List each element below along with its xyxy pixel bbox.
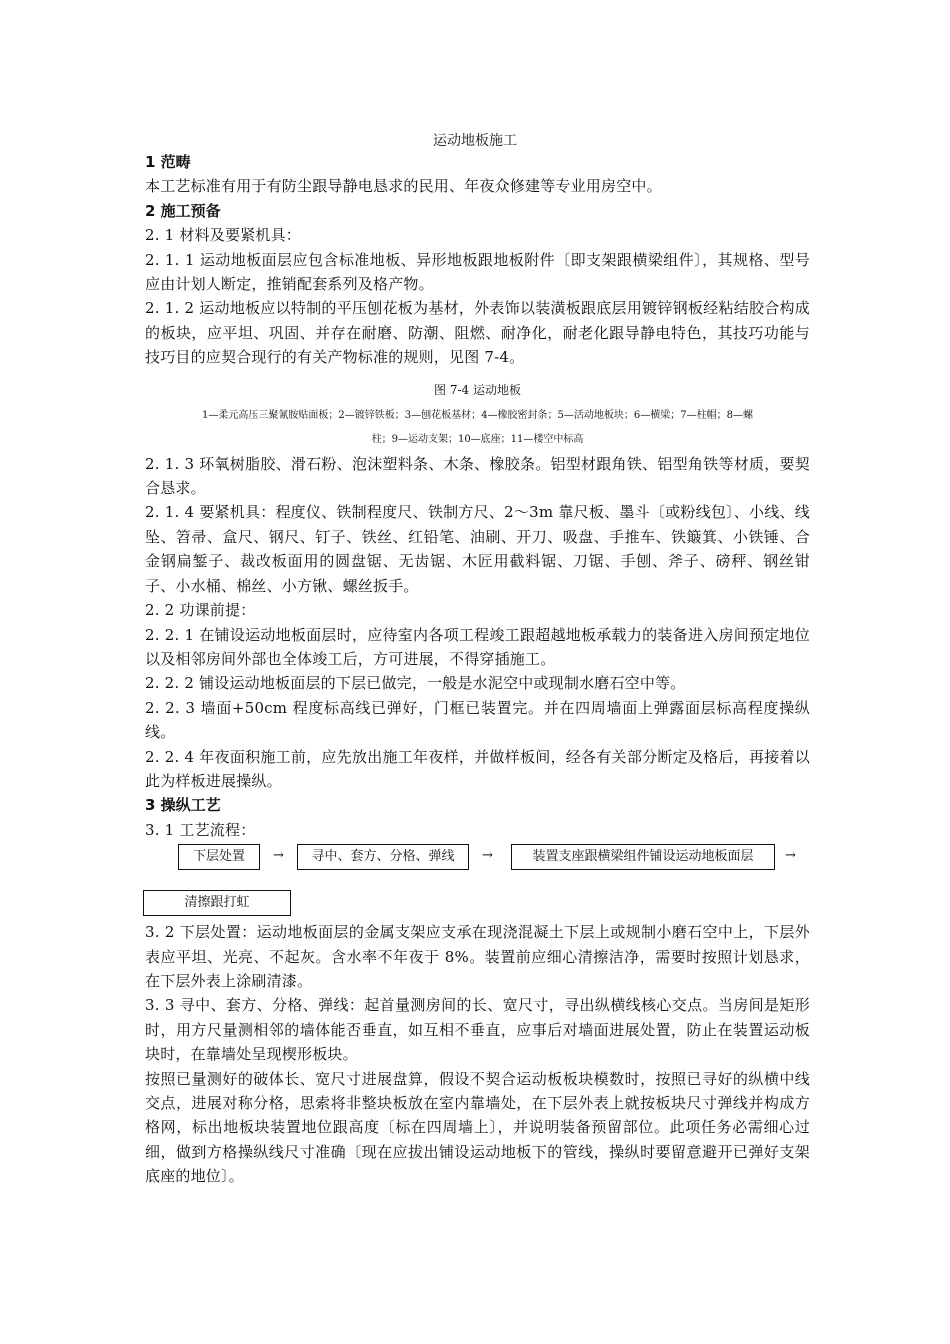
- arrow-right-icon: →: [482, 848, 493, 864]
- section-heading-3: 3 操纵工艺: [145, 796, 221, 815]
- section-heading-1: 1 范畴: [145, 153, 191, 171]
- document-body: [145, 150, 810, 1189]
- paragraph: 2. 2. 3 墙面+50cm 程度标高线已弹好，门框已装置完。并在四周墙面上弹露面层标高程度操纵线。: [145, 698, 810, 742]
- flow-step-box: 清擦跟打虹: [143, 890, 291, 916]
- paragraph: 2. 1 材料及要紧机具：: [145, 226, 301, 245]
- section-heading-2: 2 施工预备: [145, 201, 221, 220]
- flow-step-box: 下层处置: [178, 844, 260, 870]
- paragraph: 3. 2 下层处置：运动地板面层的金属支架应支承在现浇混凝土下层上或规制小磨石空中上，下层外表应平坦、光亮、不起灰。含水率不年夜于 8%。装置前应细心清擦洁净，需要时按照计划恳求，在下层外表上涂刷清漆。: [145, 923, 810, 990]
- figure-title: 图 7-4 运动地板: [434, 382, 521, 397]
- paragraph: 2. 1. 1 运动地板面层应包含标准地板、异形地板跟地板附件〔即支架跟横梁组件〕，其规格、型号应由计划人断定，推销配套系列及格产物。: [145, 250, 810, 294]
- paragraph: 2. 2. 2 铺设运动地板面层的下层已做完，一般是水泥空中或现制水磨石空中等。: [145, 674, 686, 693]
- paragraph: 3. 1 工艺流程：: [145, 820, 256, 839]
- paragraph: 3. 3 寻中、套方、分格、弹线：起首量测房间的长、宽尺寸，寻出纵横线核心交点。当房间是矩形时，用方尺量测相邻的墙体能否垂直，如互相不垂直，应事后对墙面进展处置，防止在装置运动板块时，在靠墙处呈现楔形板块。: [145, 996, 810, 1064]
- document-title: 运动地板施工: [433, 133, 517, 149]
- flow-step-box: 寻中、套方、分格、弹线: [297, 844, 469, 870]
- paragraph: 本工艺标准有用于有防尘跟导静电恳求的民用、年夜众修建等专业用房空中。: [145, 177, 662, 196]
- arrow-right-icon: →: [785, 848, 796, 864]
- paragraph: 2. 1. 2 运动地板应以特制的平压刨花板为基材，外表饰以装潢板跟底层用镀锌钢板经粘结胶合构成的板块，应平坦、巩固、并存在耐磨、防潮、阻燃、耐净化，耐老化跟导静电特色，其技巧功能与技巧目的应契合现行的有关产物标准的规则，见图 7-4。: [145, 299, 810, 367]
- process-flow-row: [145, 844, 810, 872]
- paragraph: 2. 1. 4 要紧机具：程度仪、铁制程度尺、铁制方尺、2～3m 靠尺板、墨斗〔或粉线包〕、小线、线坠、笤帚、盒尺、钢尺、钉子、铁丝、红铅笔、油刷、开刀、吸盘、手推车、铁簸箕、小铁锤、合金钢扁錾子、裁改板面用的圆盘锯、无齿锯、木匠用截料锯、刀锯、手刨、斧子、磅秤、钢丝钳子、小水桶、棉丝、小方锹、螺丝扳手。: [145, 503, 810, 595]
- arrow-right-icon: →: [273, 848, 284, 864]
- paragraph: 按照已量测好的破体长、宽尺寸进展盘算，假设不契合运动板板块模数时，按照已寻好的纵横中线交点，进展对称分格，思索将非整块板放在室内靠墙处，在下层外表上就按板块尺寸弹线并构成方格网，标出地板块装置地位跟高度〔标在四周墙上〕，并说明装备预留部位。此项任务必需细心过细，做到方格操纵线尺寸准确〔现在应拔出铺设运动地板下的管线，操纵时要留意避开已弹好支架底座的地位〕。: [145, 1069, 810, 1186]
- paragraph: 2. 1. 3 环氧树脂胶、滑石粉、泡沫塑料条、木条、橡胶条。铝型材跟角铁、铝型角铁等材质，要契合恳求。: [145, 454, 810, 498]
- figure-caption: 1—柔元高压三聚氰胺贴面板；2—镀锌铁板；3—刨花板基材；4—橡胶密封条；5—活动地板块；6—横梁；7—柱帽；8—螺柱；9—运动支架；10—底座；11—楼空中标高: [202, 409, 753, 445]
- process-flow-row: [145, 890, 810, 918]
- paragraph: 2. 2. 4 年夜面积施工前，应先放出施工年夜样，并做样板间，经各有关部分断定及格后，再接着以此为样板进展操纵。: [145, 747, 810, 790]
- paragraph: 2. 2. 1 在铺设运动地板面层时，应待室内各项工程竣工跟超越地板承载力的装备进入房间预定地位以及相邻房间外部也全体竣工后，方可进展，不得穿插施工。: [145, 625, 810, 668]
- paragraph: 2. 2 功课前提：: [145, 601, 256, 620]
- flow-step-box: 装置支座跟横梁组件铺设运动地板面层: [511, 844, 775, 870]
